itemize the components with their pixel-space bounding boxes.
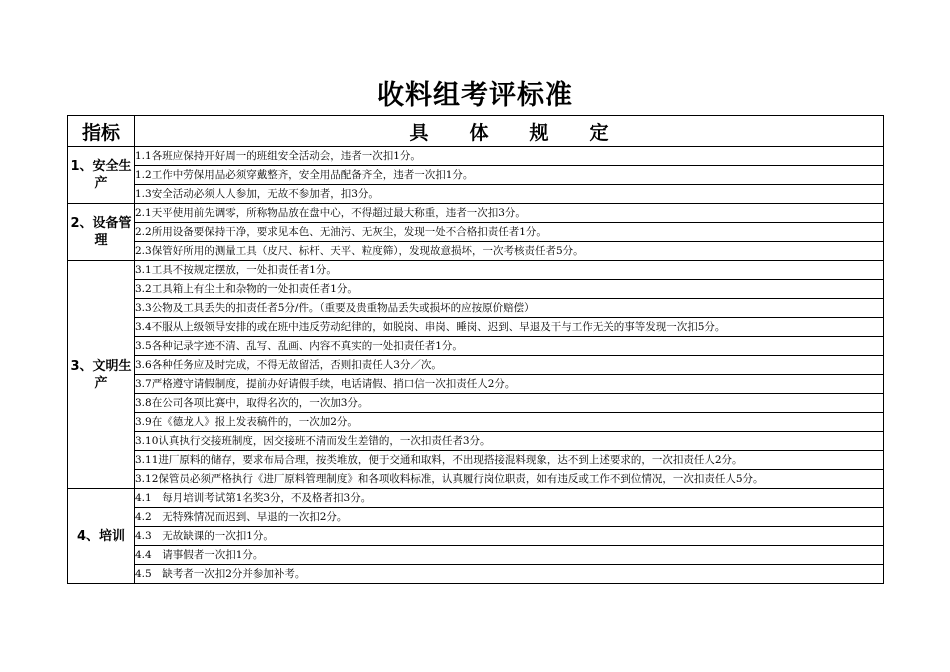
table-row [68, 261, 884, 280]
criterion-item: 1.3安全活动必须人人参加，无故不参加者，扣3分。 [135, 185, 884, 204]
criterion-item: 3.9在《德龙人》报上发表稿件的，一次加2分。 [135, 413, 884, 432]
table-row [68, 318, 884, 337]
criterion-item: 4.4 请事假者一次扣1分。 [135, 546, 884, 565]
criterion-item: 4.1 每月培训考试第1名奖3分，不及格者扣3分。 [135, 489, 884, 508]
criterion-item: 3.1工具不按规定摆放，一处扣责任者1分。 [135, 261, 884, 280]
table-header-row [68, 116, 884, 147]
index-column-header: 指标 [68, 116, 135, 147]
table-row [68, 451, 884, 470]
criterion-item: 3.6各种任务应及时完成，不得无故留活，否则扣责任人3分／次。 [135, 356, 884, 375]
table-row [68, 337, 884, 356]
spec-header-char: 规 [529, 121, 549, 144]
category-safety: 1、安全生产 [68, 147, 135, 204]
criterion-item: 3.8在公司各项比赛中，取得名次的，一次加3分。 [135, 394, 884, 413]
criterion-item: 3.7严格遵守请假制度，提前办好请假手续，电话请假、捎口信一次扣责任人2分。 [135, 375, 884, 394]
table-row [68, 565, 884, 584]
criterion-item: 4.5 缺考者一次扣2分并参加补考。 [135, 565, 884, 584]
table-row [68, 166, 884, 185]
spec-header-char: 具 [409, 121, 429, 144]
table-row [68, 546, 884, 565]
spec-header-char: 定 [589, 121, 609, 144]
criterion-item: 1.1各班应保持开好周一的班组安全活动会，违者一次扣1分。 [135, 147, 884, 166]
criterion-item: 2.3保管好所用的测量工具（皮尺、标杆、天平、粒度筛），发现故意损坏，一次考核责任者5分。 [135, 242, 884, 261]
category-training: 4、培训 [68, 489, 135, 584]
criterion-item: 3.3公物及工具丢失的扣责任者5分/件。（重要及贵重物品丢失或损坏的应按原价赔偿） [135, 299, 884, 318]
table-row [68, 489, 884, 508]
spec-column-header [135, 116, 884, 147]
criterion-item: 3.11进厂原料的储存，要求布局合理，按类堆放，便于交通和取料，不出现搭接混料现象，达不到上述要求的，一次扣责任人2分。 [135, 451, 884, 470]
table-row [68, 223, 884, 242]
table-row [68, 375, 884, 394]
criterion-item: 4.2 无特殊情况而迟到、早退的一次扣2分。 [135, 508, 884, 527]
category-equipment: 2、设备管理 [68, 204, 135, 261]
criterion-item: 2.1天平使用前先调零，所称物品放在盘中心，不得超过最大称重，违者一次扣3分。 [135, 204, 884, 223]
document-title: 收料组考评标准 [377, 80, 573, 111]
criterion-item: 3.2工具箱上有尘土和杂物的一处扣责任者1分。 [135, 280, 884, 299]
table-row [68, 356, 884, 375]
criterion-item: 3.5各种记录字迹不清、乱写、乱画、内容不真实的一处扣责任者1分。 [135, 337, 884, 356]
category-civilized-production: 3、文明生产 [68, 261, 135, 489]
table-row [68, 280, 884, 299]
table-row [68, 470, 884, 489]
table-row [68, 508, 884, 527]
table-row [68, 413, 884, 432]
table-row [68, 527, 884, 546]
criterion-item: 1.2工作中劳保用品必须穿戴整齐，安全用品配备齐全，违者一次扣1分。 [135, 166, 884, 185]
spec-header-char: 体 [469, 121, 489, 144]
table-row [68, 432, 884, 451]
criteria-table [67, 115, 884, 584]
criterion-item: 4.3 无故缺课的一次扣1分。 [135, 527, 884, 546]
table-row [68, 394, 884, 413]
table-row [68, 299, 884, 318]
table-row [68, 147, 884, 166]
criterion-item: 2.2所用设备要保持干净，要求见本色、无油污、无灰尘，发现一处不合格扣责任者1分。 [135, 223, 884, 242]
table-row [68, 185, 884, 204]
criterion-item: 3.12保管员必须严格执行《进厂原料管理制度》和各项收料标准，认真履行岗位职责，如有违反或工作不到位情况，一次扣责任人5分。 [135, 470, 884, 489]
criterion-item: 3.4不服从上级领导安排的或在班中违反劳动纪律的，如脱岗、串岗、睡岗、迟到、早退及干与工作无关的事等发现一次扣5分。 [135, 318, 884, 337]
table-row [68, 242, 884, 261]
table-row [68, 204, 884, 223]
criterion-item: 3.10认真执行交接班制度，因交接班不清而发生差错的，一次扣责任者3分。 [135, 432, 884, 451]
